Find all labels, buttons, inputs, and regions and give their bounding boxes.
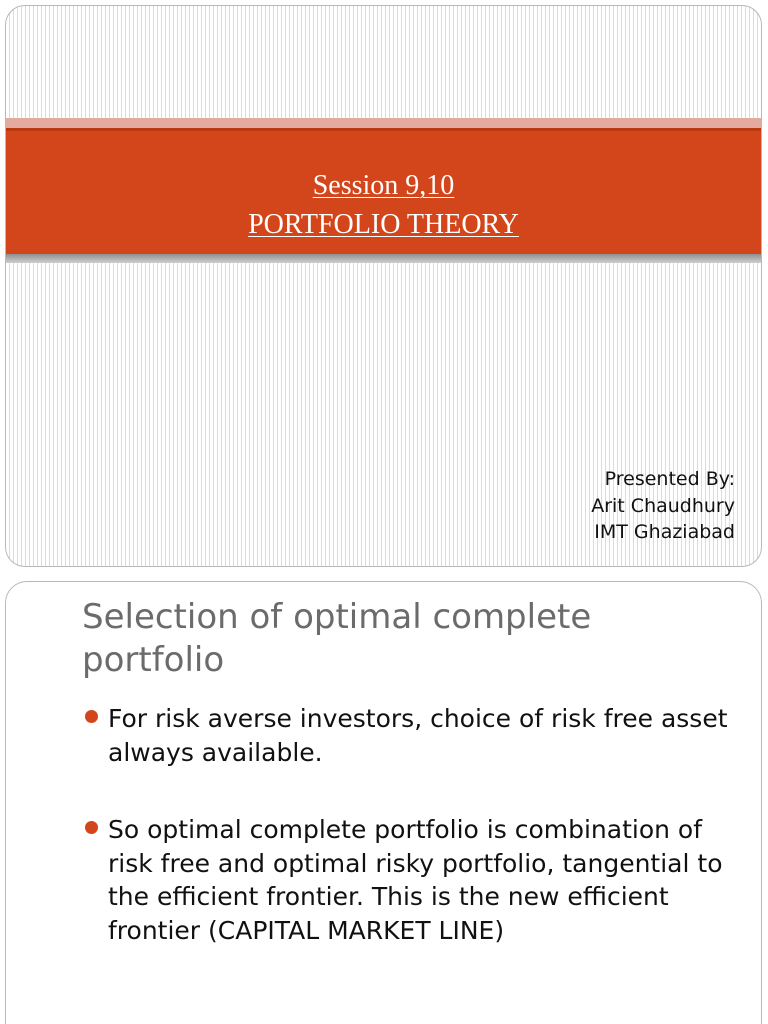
bullet-text: So optimal complete portfolio is combination of risk free and optimal risky portfolio, tangential to the efficient frontier. This is the new efficient frontier (CAPITAL MARKET LINE): [108, 815, 723, 945]
title-band-shadow: [6, 254, 761, 263]
bullet-item: [82, 813, 732, 947]
presenter-label: Presented By:: [604, 468, 735, 490]
title-slide: [5, 5, 762, 567]
content-slide: [5, 581, 762, 1024]
bullet-dot-icon: [85, 821, 98, 834]
bullet-text: For risk averse investors, choice of risk free asset always available.: [108, 704, 728, 767]
title-band-accent: [6, 118, 761, 128]
slide-heading: Selection of optimal complete portfolio: [82, 597, 592, 680]
slide-title-line-1: Session 9,10: [312, 170, 455, 201]
bullet-item: [82, 702, 732, 769]
presenter-info: [591, 466, 735, 546]
slide-title: [6, 166, 761, 244]
bullet-list: [82, 702, 732, 947]
slide-title-line-2: PORTFOLIO THEORY: [248, 209, 519, 240]
bullet-dot-icon: [85, 710, 98, 723]
presenter-institution: IMT Ghaziabad: [594, 521, 735, 543]
presenter-name: Arit Chaudhury: [591, 494, 735, 517]
